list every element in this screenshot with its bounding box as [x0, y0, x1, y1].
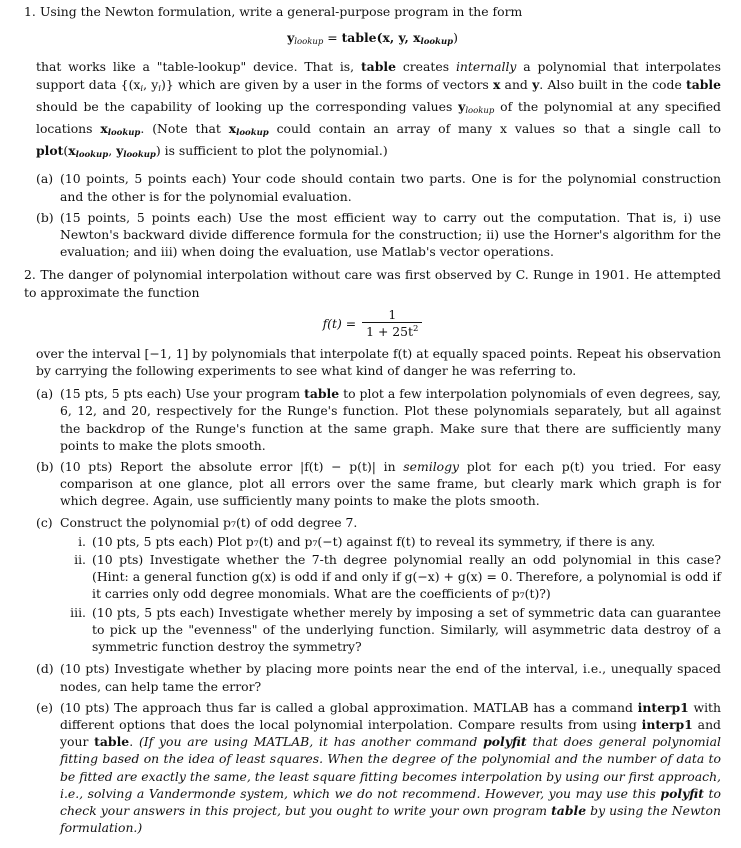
problem-2-c-item-ii: ii. (10 pts) Investigate whether the 7-th degree polynomial really an odd polynomial in this case? (Hint: a general function g(x) is odd if and only if g(−x) + g(x) = 0. Therefore, a polynomial is odd if it carries only odd degree monomials. What are the coefficients of p₇(t)?) — [74, 552, 721, 602]
problem-2-parts — [24, 385, 721, 836]
runge-function-equation: f(t) = $\frac{1}{1 + 25t^2}$ — [24, 307, 721, 341]
problem-1-parts — [24, 170, 721, 260]
problem-1 — [24, 3, 721, 260]
problem-2-part-a: (a) (15 pts, 5 pts each) Use your program table to plot a few interpolation polynomials of even degrees, say, 6, 12, and 20, respectively for the Runge's function. Plot these polynomials separately, but all against the backdrop of the Runge's function at the same graph. Make sure that there are sufficiently many points to make the plots smooth. — [36, 386, 721, 453]
problem-2-c-item-iii: iii. (10 pts, 5 pts each) Investigate whether merely by imposing a set of symmetric data can guarantee to pick up the "evenness" of the underlying function. Similarly, will asymmetric data destroy of a symmetric function destroy the symmetry? — [70, 604, 721, 655]
problem-2-part-e: (e) (10 pts) The approach thus far is called a global approximation. MATLAB has a command interp1 with different options that does the local polynomial interpolation. Compare results from using interp1 and your table. (If you are using MATLAB, it has another command polyfit that does general polynomial fitting based on the idea of least squares. When the degree of the polynomial and the number of data to be fitted are exactly the same, the least square fitting becomes interpolation by using our first approach, i.e., solving a Vandermonde system, which we do not recommend. However, you may use this polyfit to check your answers in this project, but you ought to write your own program table by using the Newton formulation.) — [36, 699, 721, 836]
problem-2-description: over the interval [−1, 1] by polynomials that interpolate f(t) at equally spaced points. Repeat his observation by carrying the following experiments to see what kind of danger he was referring to. — [36, 345, 721, 379]
problem-2-intro: 2. The danger of polynomial interpolation without care was first observed by C. Runge in 1901. He attempted to approximate the function — [24, 267, 721, 300]
problem-1-part-a: (a) (10 points, 5 points each) Your code should contain two parts. One is for the polynomial construction and the other is for the polynomial evaluation. — [36, 171, 721, 204]
problem-2-part-c-items — [60, 533, 721, 655]
problem-2-part-d: (d) (10 pts) Investigate whether by placing more points near the end of the interval, i.e., unequally spaced nodes, can help tame the error? — [36, 661, 721, 694]
problem-1-number: 1. — [24, 4, 36, 19]
problem-2 — [24, 266, 721, 836]
problem-1-part-b: (b) (15 points, 5 points each) Use the most efficient way to carry out the computation. That is, i) use Newton's backward divide difference formula for the construction; ii) use the Horner's algorithm for the evaluation; and iii) when doing the evaluation, use Matlab's vector operations. — [36, 209, 721, 260]
problem-2-part-c: (c) Construct the polynomial p₇(t) of odd degree 7. i. (10 pts, 5 pts each) Plot p₇(t) and p₇(−t) against f(t) to reveal its symmetry, if there is any. ii. (10 pts) Investigate whether the 7-th degree polynomial really an odd polynomial in this case? (Hint: a general function g(x) is odd if and only if g(−x) + g(x) = 0. Therefore, a polynomial is odd if it carries only odd degree monomials. What are the coefficients of p₇(t)?) iii. (10 pts, 5 pts each) Investigate whether merely by imposing a set of symmetric data can guarantee to pick up the "evenness" of the underlying function. Similarly, will asymmetric data destroy of a symmetric function destroy the symmetry? — [36, 514, 721, 655]
problem-2-number: 2. — [24, 267, 36, 283]
problem-1-intro: 1. Using the Newton formulation, write a general-purpose program in the form — [24, 4, 523, 19]
lookup-equation: $y_{lookup}$ = table(x, y, $x_{lookup}$) — [287, 30, 458, 48]
problem-2-c-item-i: i. (10 pts, 5 pts each) Plot p₇(t) and p₇(−t) against f(t) to reveal its symmetry, if there is any. — [78, 533, 656, 549]
problem-2-part-b: (b) (10 pts) Report the absolute error |f(t) − p(t)| in semilogy plot for each p(t) you tried. For easy comparison at one glance, plot all errors over the same frame, but clearly mark which graph is for which degree. Again, use sufficiently many points to make the plots smooth. — [36, 459, 721, 509]
problem-1-description: that works like a "table-lookup" device. That is, table creates internally a polynomial that interpolates support data {($x_i$, $y_i$)} which are given by a user in the forms of vectors x and y. Also built in the code table should be the capability of looking up the corresponding values $y_{lookup}$ of the polynomial at any specified locations $x_{lookup}$. (Note that $x_{lookup}$ could contain an array of many x values so that a single call to $plot(x_{lookup}$, $y_{lookup}$) is sufficient to plot the polynomial.) — [36, 59, 722, 161]
runge-fraction: $\frac{1}{1 + 25t^2}$ — [362, 308, 422, 339]
